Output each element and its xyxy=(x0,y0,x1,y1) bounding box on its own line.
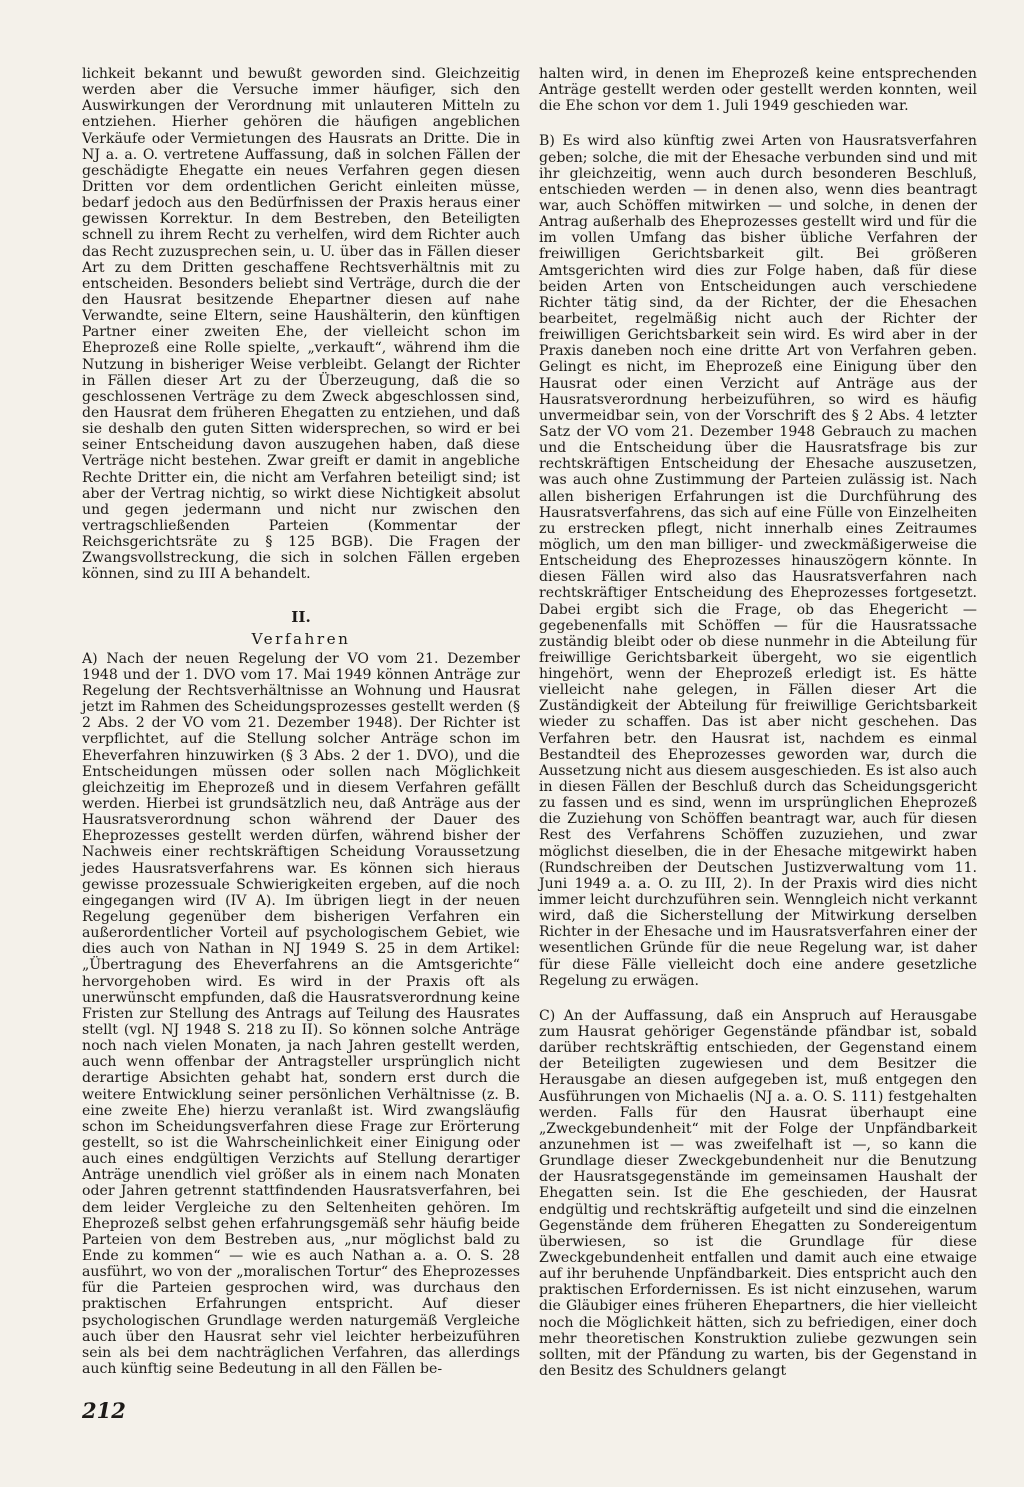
right-paragraph-2: B) Es wird also künftig zwei Arten von Hausratsverfahren geben; solche, die mit der Ehesache verbunden sind und mit ihr gleichzeitig, wenn auch durch besonderen Beschluß, entschieden werden — in denen also, wenn dies beantragt war, auch Schöffen mitwirken — und solche, in denen der Antrag außerhalb des Eheprozesses gestellt wird und für die im vollen Umfang das bisher übliche Verfahren der freiwilligen Gerichtsbarkeit gilt. Bei größeren Amtsgerichten wird dies zur Folge haben, daß für diese beiden Arten von Entscheidungen auch verschiedene Richter tätig sind, da der Richter, der die Ehesachen bearbeitet, regelmäßig nicht auch der Richter der freiwilligen Gerichtsbarkeit sein wird. Es wird aber in der Praxis daneben noch eine dritte Art von Verfahren geben. Gelingt es nicht, im Eheprozeß eine Einigung über den Hausrat oder einen Verzicht auf Anträge aus der Hausratsverordnung herbeizuführen, so wird es häufig unvermeidbar sein, von der Vorschrift des § 2 Abs. 4 letzter Satz der VO vom 21. Dezember 1948 Gebrauch zu machen und die Entscheidung über die Hausratsfrage bis zur rechtskräftigen Entscheidung der Ehesache auszusetzen, was auch ohne Zustimmung der Parteien zulässig ist. Nach allen bisherigen Erfahrungen ist die Durchführung des Hausratsverfahrens, das sich auf eine Fülle von Einzelheiten zu erstrecken pflegt, nicht innerhalb eines Zeitraumes möglich, um den man billiger- und zweckmäßigerweise die Entscheidung des Eheprozesses hinauszögern könnte. In diesen Fällen wird also das Hausratsverfahren nach rechtskräftiger Entscheidung des Eheprozesses fortgesetzt. Dabei ergibt sich die Frage, ob das Ehegericht — gegebenenfalls mit Schöffen — für die Hausratssache zuständig bleibt oder ob diese nunmehr in die Abteilung für freiwillige Gerichtsbarkeit übergeht, wo sie eigentlich hingehört, wenn der Eheprozeß erledigt ist. Es hätte vielleicht nahe gelegen, in Fällen dieser Art die Zuständigkeit der Abteilung für freiwillige Gerichtsbarkeit wieder zu schaffen. Das ist aber nicht geschehen. Das Verfahren betr. den Hausrat ist, nachdem es einmal Bestandteil des Eheprozesses geworden war, durch die Aussetzung nicht aus diesem ausgeschieden. Es ist also auch in diesen Fällen der Beschluß durch das Scheidungsgericht zu fassen und es sind, wenn im ursprünglichen Eheprozeß die Zuziehung von Schöffen beantragt war, auch für diesen Rest des Verfahrens Schöffen zuzuziehen, und zwar möglichst dieselben, die in der Ehesache mitgewirkt haben (Rundschreiben der Deutschen Justizverwaltung vom 11. Juni 1949 a. a. O. zu III, 2). In der Praxis wird dies nicht immer leicht durchzuführen sein. Wenngleich nicht verkannt wird, daß die Sicherstellung der Mitwirkung derselben Richter in der Ehesache und im Hausratsverfahren einer der wesentlichen Gründe für die neue Regelung war, ist daher für diese Fälle vielleicht doch eine andere gesetzliche Regelung zu erwägen. xyxy=(539,133,977,989)
section-title: Verfahren xyxy=(251,629,351,648)
left-paragraph-1: lichkeit bekannt und bewußt geworden sind. Gleichzeitig werden aber die Versuche immer häufiger, sich den Auswirkungen der Verordnung mit unlauteren Mitteln zu entziehen. Hierher gehören die häufigen angeblichen Verkäufe oder Vermietungen des Hausrats an Dritte. Die in NJ a. a. O. vertretene Auffassung, daß in solchen Fällen der geschädigte Ehegatte ein neues Verfahren gegen diesen Dritten vor dem ordentlichen Gericht einleiten müsse, bedarf jedoch aus den Bedürfnissen der Praxis heraus einer gewissen Korrektur. In dem Bestreben, den Beteiligten schnell zu ihrem Recht zu verhelfen, wird dem Richter auch das Recht zuzusprechen sein, u. U. über das in Fällen dieser Art zu dem Dritten geschaffene Rechtsverhältnis mit zu entscheiden. Besonders beliebt sind Verträge, durch die der den Hausrat besitzende Ehepartner diesen auf nahe Verwandte, seine Eltern, seine Haushälterin, den künftigen Partner einer zweiten Ehe, der vielleicht schon im Eheprozeß eine Rolle spielte, „verkauft“, während ihm die Nutzung in bisheriger Weise verbleibt. Gelangt der Richter in Fällen dieser Art zu der Überzeugung, daß die so geschlossenen Verträge zu dem Zweck abgeschlossen sind, den Hausrat dem früheren Ehegatten zu entziehen, und daß sie deshalb den guten Sitten widersprechen, so wird er bei seiner Entscheidung davon auszugehen haben, daß diese Verträge nicht bestehen. Zwar greift er damit in angebliche Rechte Dritter ein, die nicht am Verfahren beteiligt sind; ist aber der Vertrag nichtig, so wirkt diese Nichtigkeit absolut und gegen jedermann und nicht nur zwischen den vertragschließenden Parteien (Kommentar der Reichsgerichtsräte zu § 125 BGB). Die Fragen der Zwangsvollstreckung, die sich in solchen Fällen ergeben können, sind zu III A behandelt. xyxy=(82,66,520,583)
right-column xyxy=(539,66,977,1379)
right-paragraph-1: halten wird, in denen im Eheprozeß keine entsprechenden Anträge gestellt werden oder gestellt werden konnten, weil die Ehe schon vor dem 1. Juli 1949 geschieden war. xyxy=(539,66,977,115)
left-column xyxy=(82,66,520,1377)
page-number: 212 xyxy=(82,1398,126,1423)
right-paragraph-3: C) An der Auffassung, daß ein Anspruch auf Herausgabe zum Hausrat gehöriger Gegenstände pfändbar ist, sobald darüber rechtskräftig entschieden, der Gegenstand einem der Beteiligten zugewiesen und dem Besitzer die Herausgabe an diesen aufgegeben ist, muß entgegen den Ausführungen von Michaelis (NJ a. a. O. S. 111) festgehalten werden. Falls für den Hausrat überhaupt eine „Zweckgebundenheit“ mit der Folge der Unpfändbarkeit anzunehmen ist — was zweifelhaft ist —, so kann die Grundlage dieser Zweckgebundenheit nur die Benutzung der Hausratsgegenstände im gemeinsamen Haushalt der Ehegatten sein. Ist die Ehe geschieden, der Hausrat endgültig und rechtskräftig aufgeteilt und sind die einzelnen Gegenstände dem früheren Ehegatten zu Sondereigentum überwiesen, so ist die Grundlage für diese Zweckgebundenheit entfallen und damit auch eine etwaige auf ihr beruhende Unpfändbarkeit. Dies entspricht auch den praktischen Erfordernissen. Es ist nicht einzusehen, warum die Gläubiger eines früheren Ehepartners, die hier vielleicht noch die Möglichkeit hätten, sich zu befriedigen, einer doch mehr theoretischen Konstruktion zuliebe gezwungen sein sollten, mit der Pfändung zu warten, bis der Gegenstand in den Besitz des Schuldners gelangt xyxy=(539,1007,977,1379)
section-number: II. xyxy=(291,607,311,626)
left-paragraph-2: A) Nach der neuen Regelung der VO vom 21. Dezember 1948 und der 1. DVO vom 17. Mai 1949 können Anträge zur Regelung der Rechtsverhältnisse an Wohnung und Hausrat jetzt im Rahmen des Scheidungsprozesses gestellt werden (§ 2 Abs. 2 der VO vom 21. Dezember 1948). Der Richter ist verpflichtet, auf die Stellung solcher Anträge schon im Eheverfahren hinzuwirken (§ 3 Abs. 2 der 1. DVO), und die Entscheidungen müssen oder sollen nach Möglichkeit gleichzeitig im Eheprozeß und in diesem Verfahren gefällt werden. Hierbei ist grundsätzlich neu, daß Anträge aus der Hausratsverordnung schon während der Dauer des Eheprozesses gestellt werden dürfen, während bisher der Nachweis einer rechtskräftigen Scheidung Voraussetzung jedes Hausratsverfahrens war. Es können sich hieraus gewisse prozessuale Schwierigkeiten ergeben, auf die noch eingegangen wird (IV A). Im übrigen liegt in der neuen Regelung gegenüber dem bisherigen Verfahren ein außerordentlicher Vorteil auf psychologischem Gebiet, wie dies auch von Nathan in NJ 1949 S. 25 in dem Artikel: „Übertragung des Eheverfahrens an die Amtsgerichte“ hervorgehoben wird. Es wird in der Praxis oft als unerwünscht empfunden, daß die Hausratsverordnung keine Fristen zur Stellung des Antrags auf Teilung des Hausrates stellt (vgl. NJ 1948 S. 218 zu II). So können solche Anträge noch nach vielen Monaten, ja nach Jahren gestellt werden, auch wenn offenbar der Antragsteller ursprünglich nicht derartige Absichten gehabt hat, sondern erst durch die weitere Entwicklung seiner persönlichen Verhältnisse (z. B. eine zweite Ehe) hierzu veranlaßt ist. Wird zwangsläufig schon im Scheidungsverfahren diese Frage zur Erörterung gestellt, so ist die Wahrscheinlichkeit einer Einigung oder auch eines endgültigen Verzichts auf Stellung derartiger Anträge unendlich viel größer als in einem nach Monaten oder Jahren getrennt stattfindenden Hausratsverfahren, bei dem leider Vergleiche zu den Seltenheiten gehören. Im Eheprozeß selbst gehen erfahrungsgemäß sehr häufig beide Parteien von dem Bestreben aus, „nur möglichst bald zu Ende zu kommen“ — wie es auch Nathan a. a. O. S. 28 ausführt, wo von der „moralischen Tortur“ des Eheprozesses für die Parteien gesprochen wird, was durchaus den praktischen Erfahrungen entspricht. Auf dieser psychologischen Grundlage werden naturgemäß Vergleiche auch über den Hausrat sehr viel leichter herbeizuführen sein als bei dem nachträglichen Verfahren, das allerdings auch künftig seine Bedeutung in all den Fällen be- xyxy=(82,650,520,1377)
